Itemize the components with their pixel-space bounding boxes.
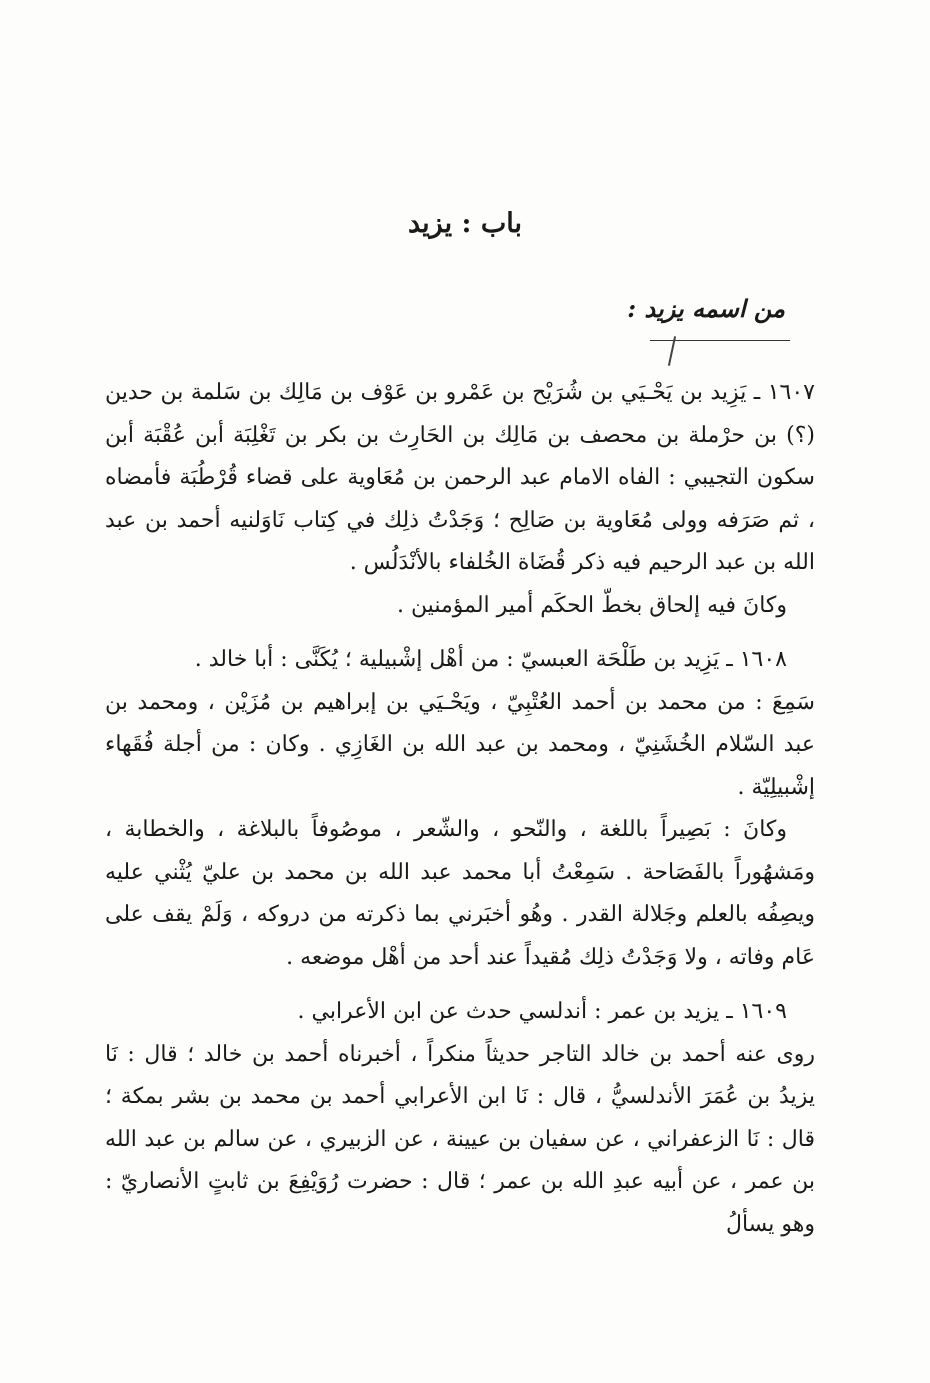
- entry-1609: ١٦٠٩ ـ يزيد بن عمر : أندلسي حدث عن ابن الأعرابي .: [297, 999, 787, 1024]
- entry-1608-teachers: سَمِعَ : من محمد بن أحمد العُتْبِيّ ، ويَحْـيَي بن إبراهيم بن مُزَيْن ، ومحمد بن عبد السّلام الخُشَنِيّ ، ومحمد بن عبد الله بن الغَازِي . وكان : من أجلة فُقَهاء إشْبيلِيّة .: [105, 689, 815, 800]
- handwritten-underline: [650, 340, 790, 341]
- entry-1608: ١٦٠٨ ـ يَزِيد بن طَلْحَة العبسيّ : من أهْل إشْبيلية ؛ يُكَنَّى : أبا خالد .: [194, 647, 787, 672]
- entry-1609-narration: روى عنه أحمد بن خالد التاجر حديثاً منكراً ، أخبرناه أحمد بن خالد ؛ قال : نَا يزيدُ بن عُمَرَ الأندلسيُّ ، قال : نَا ابن الأعرابي أحمد بن محمد بن بشر بمكة ؛ قال : نَا الزعفراني ، عن سفيان بن عيينة ، عن الزبيري ، عن سالم بن عبد الله بن عمر ، عن أبيه عبدِ الله بن عمر ؛ قال : حضرت رُوَيْفِعَ بن ثابتٍ الأنصاريّ : وهو يسألُ: [105, 1041, 815, 1237]
- entry-1607: ١٦٠٧ ـ يَزِيد بن يَحْـيَي بن شُرَيْح بن عَمْرو بن عَوْف بن مَالِك بن سَلمة بن حدين (؟) بن حرْملة بن محصف بن مَالِك بن الحَارِث بن بكر بن تَغْلِبَة أبن عُقْبَة أبن سكون التجيبي : الفاه الامام عبد الرحمن بن مُعَاوية على قضاء قُرْطُبَة فأمضاه ، ثم صَرَفه وولى مُعَاوية بن صَالِح ؛ وَجَدْتُ ذلِك في كِتاب نَاوَلنيه أحمد بن عبد الله بن عبد الرحيم فيه ذكر قُضَاة الخُلفاء بالأنْدَلُس .: [105, 380, 816, 575]
- handwritten-note: من اسمه يزيد :: [627, 294, 785, 323]
- entry-1608-description: وكانَ : بَصِيراً باللغة ، والنّحو ، والشّعر ، موصُوفاً بالبلاغة ، والخطابة ، ومَشهُوراً بالفَصَاحة . سَمِعْتُ أبا محمد عبد الله بن محمد بن عليّ يُثْني عليه ويصِفُه بالعلم وجَلالة القدر . وهُو أخبَرني بما ذكرته من دروكه ، وَلَمْ يقف على عَام وفاته ، ولا وَجَدْتُ ذلِك مُقيداً عند أحد من أهْل موضعه .: [105, 817, 815, 970]
- body-text: [105, 372, 815, 1246]
- chapter-heading: باب : يزيد: [407, 208, 523, 239]
- entry-1607-note: وكانَ فيه إلحاق بخطّ الحكَم أمير المؤمنين .: [396, 592, 787, 618]
